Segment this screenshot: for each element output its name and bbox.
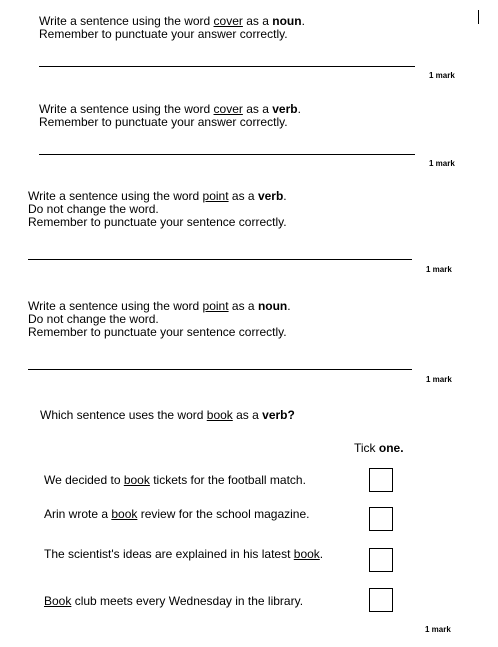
mark-label: 1 mark: [425, 625, 451, 634]
tick-one-label: Tick one.: [354, 441, 404, 455]
option-2-text: Arin wrote a book review for the school magazine.: [44, 507, 310, 521]
answer-line-4[interactable]: [28, 369, 412, 370]
word-class: verb: [272, 102, 298, 116]
question-4: [28, 300, 291, 339]
target-word: book: [111, 507, 138, 521]
target-word: cover: [213, 14, 243, 28]
option-3-checkbox[interactable]: [369, 548, 393, 572]
option-2-checkbox[interactable]: [369, 507, 393, 531]
word-class: verb: [257, 189, 284, 203]
target-word: Book: [44, 594, 72, 608]
answer-line-3[interactable]: [28, 259, 412, 260]
punctuation-reminder: Remember to punctuate your sentence correctly.: [28, 215, 287, 229]
target-word: point: [202, 299, 229, 313]
question-4-instruction: Write a sentence using the word point as a noun.: [28, 299, 291, 313]
no-change-note: Do not change the word.: [28, 312, 159, 326]
punctuation-reminder: Remember to punctuate your sentence correctly.: [28, 325, 287, 339]
target-word: point: [202, 189, 229, 203]
target-word: book: [123, 473, 150, 487]
question-1-instruction: Write a sentence using the word cover as a noun.: [39, 14, 305, 28]
mark-label: 1 mark: [429, 159, 455, 168]
word-class: noun: [257, 299, 288, 313]
question-2: [39, 103, 301, 129]
punctuation-reminder: Remember to punctuate your answer correctly.: [39, 27, 288, 41]
option-1-text: We decided to book tickets for the football match.: [44, 473, 306, 487]
text-cursor: [478, 10, 479, 24]
word-class: noun: [272, 14, 302, 28]
question-3: [28, 190, 287, 229]
word-class: verb?: [262, 408, 295, 422]
option-3-text: The scientist's ideas are explained in his latest book.: [44, 547, 324, 561]
mark-label: 1 mark: [429, 71, 455, 80]
target-word: book: [293, 547, 320, 561]
answer-line-2[interactable]: [39, 154, 415, 155]
answer-line-1[interactable]: [39, 66, 415, 67]
mark-label: 1 mark: [426, 265, 452, 274]
no-change-note: Do not change the word.: [28, 202, 159, 216]
target-word: cover: [213, 102, 243, 116]
question-1: [39, 15, 305, 41]
question-3-instruction: Write a sentence using the word point as a verb.: [28, 189, 287, 203]
option-4-text: Book club meets every Wednesday in the library.: [44, 594, 304, 608]
option-1-checkbox[interactable]: [369, 468, 393, 492]
question-2-instruction: Write a sentence using the word cover as a verb.: [39, 102, 301, 116]
punctuation-reminder: Remember to punctuate your answer correctly.: [39, 115, 288, 129]
question-5-prompt: Which sentence uses the word book as a verb?: [40, 408, 295, 422]
target-word: book: [206, 408, 233, 422]
mark-label: 1 mark: [426, 375, 452, 384]
option-4-checkbox[interactable]: [369, 588, 393, 612]
